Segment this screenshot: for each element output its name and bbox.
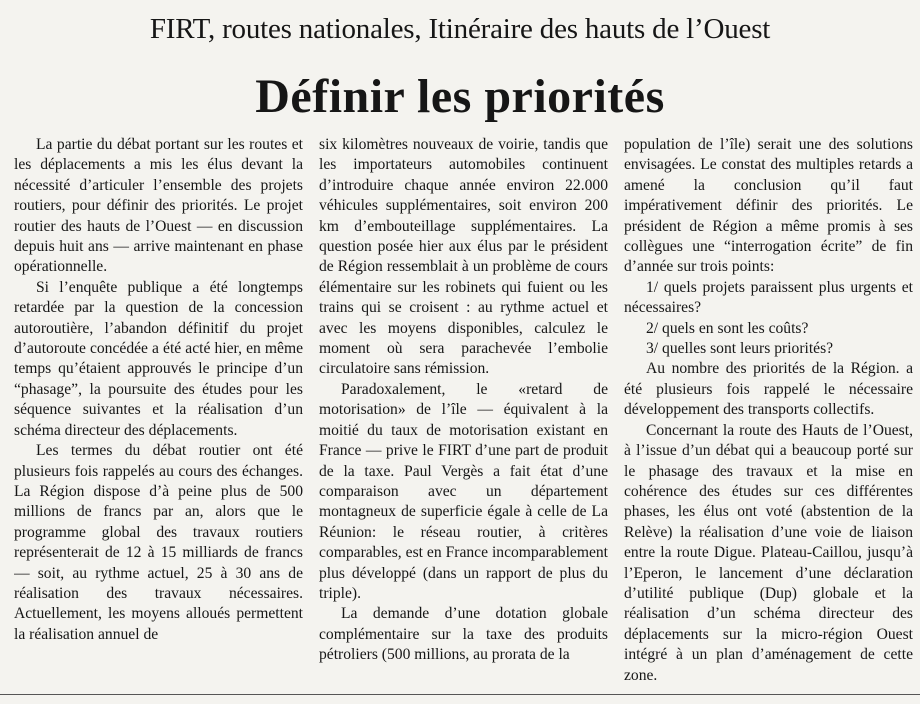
article-headline: Définir les priorités bbox=[255, 70, 665, 123]
paragraph: population de l’île) serait une des solutions envisagées. Le constat des multiples retards a amené la conclusion qu’il faut impérativement définir des priorités. Le président de Région a même promis à ses collègues une “interrogation écrite” de fin d’année sur trois points: bbox=[624, 136, 913, 276]
article-column-1 bbox=[14, 135, 303, 690]
paragraph: Concernant la route des Hauts de l’Ouest, à l’issue d’un débat qui a beaucoup porté sur le phasage des travaux et la mise en cohérence des études sur ces différentes phases, les élus ont voté (abstention de la Relève) la réalisation d’une voie de liaison entre la route Digue. Plateau-Caillou, jusqu’à l’Eperon, le lancement d’une déclaration d’utilité publique (Dup) globale et la réalisation d’un schéma directeur des déplacements sur la micro-région Ouest intégré à un plan d’aménagement de cette zone. bbox=[624, 421, 913, 684]
paragraph: Si l’enquête publique a été longtemps retardée par la question de la concession autoroutière, l’abandon définitif du projet d’autoroute concédée a été acté hier, en même temps qu’étaient approuvés le principe d’un “phasage”, la poursuite des études pour les séquence suivantes et la réalisation d’un schéma directeur des déplacements. bbox=[14, 278, 303, 439]
paragraph: Au nombre des priorités de la Région. a été plusieurs fois rappelé le nécessaire développement des transports collectifs. bbox=[624, 360, 913, 419]
article-column-2 bbox=[319, 135, 608, 690]
paragraph: Paradoxalement, le «retard de motorisation» de l’île — équivalent à la moitié du taux de motorisation existant en France — prive le FIRT d’une part de produit de la taxe. Paul Vergès a fait état d’une comparaison avec un département montagneux de superficie égale à celle de La Réunion: le réseau routier, à critères comparables, est en France incomparablement plus développé (dans un rapport de plus du triple). bbox=[319, 380, 608, 602]
article-kicker: FIRT, routes nationales, Itinéraire des hauts de l’Ouest bbox=[149, 13, 771, 45]
list-item: 1/ quels projets paraissent plus urgents et nécessaires? bbox=[624, 278, 913, 317]
paragraph: La partie du débat portant sur les routes et les déplacements a mis les élus devant la nécessité d’articuler l’ensemble des projets routiers, pour définir des priorités. Le projet routier des hauts de l’Ouest — en discussion depuis huit ans — arrive maintenant en phase opérationnelle. bbox=[14, 136, 303, 276]
list-item: 2/ quels en sont les coûts? bbox=[646, 319, 809, 337]
list-item: 3/ quelles sont leurs priorités? bbox=[646, 340, 834, 358]
paragraph: La demande d’une dotation globale complémentaire sur la taxe des produits pétroliers (500 millions, au prorata de la bbox=[319, 605, 608, 664]
article-column-3 bbox=[624, 135, 913, 690]
article-body bbox=[14, 135, 914, 690]
paragraph: six kilomètres nouveaux de voirie, tandis que les importateurs automobiles continuent d’introduire chaque année environ 22.000 véhicules supplémentaires, soit environ 200 km d’embouteillage supplémentaires. La question posée hier aux élus par le président de Région ressemblait à un problème de cours élémentaire sur les robinets qui fuient ou les trains qui se croisent : au rythme actuel et avec les moyens disponibles, calculez le moment où sera parachevée l’embolie circulatoire sans rémission. bbox=[319, 136, 608, 378]
bottom-rule bbox=[0, 694, 920, 695]
paragraph: Les termes du débat routier ont été plusieurs fois rappelés au cours des échanges. La Région dispose d’à peine plus de 500 millions de francs par an, alors que le programme global des travaux routiers représenterait de 12 à 15 milliards de francs — soit, au rythme actuel, 25 à 30 ans de réalisation des travaux nécessaires. Actuellement, les moyens alloués permettent la réalisation annuel de bbox=[14, 442, 303, 643]
